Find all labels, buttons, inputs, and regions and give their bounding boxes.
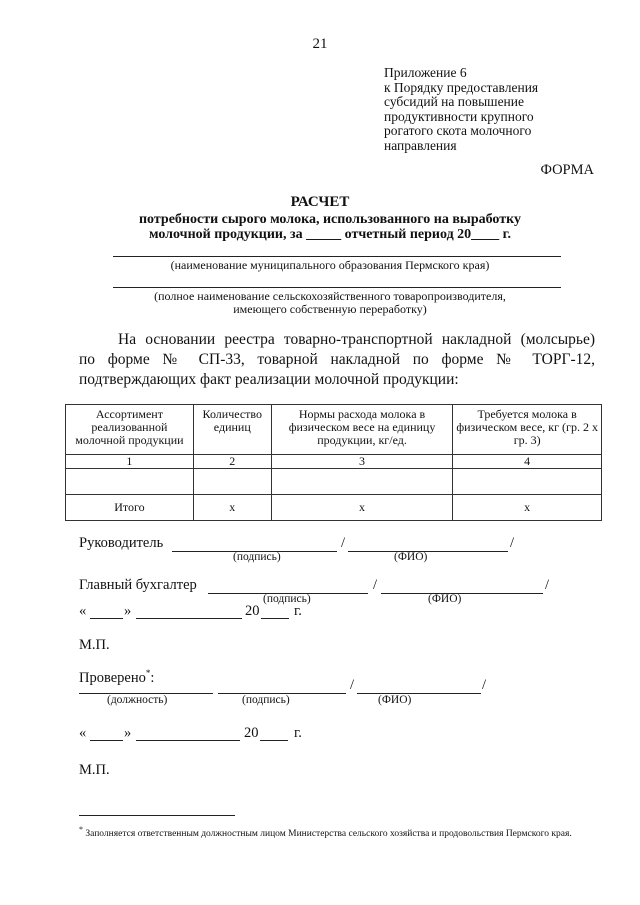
footnote-mark: * xyxy=(145,668,151,678)
chief-accountant-label: Главный бухгалтер xyxy=(79,577,197,593)
total-cell: х xyxy=(193,495,271,521)
date-year-prefix: 20 xyxy=(245,603,260,619)
form-label: ФОРМА xyxy=(540,162,594,178)
column-number: 1 xyxy=(66,455,194,469)
date-year-field[interactable] xyxy=(261,618,289,619)
accountant-name-caption: (ФИО) xyxy=(428,593,462,605)
table-cell[interactable] xyxy=(66,469,194,495)
page-number: 21 xyxy=(312,36,328,52)
footnote-separator xyxy=(79,815,235,816)
caption-line: (полное наименование сельскохозяйственного товаропроизводителя, xyxy=(154,289,506,303)
stamp-placeholder: М.П. xyxy=(79,637,110,653)
date-close-quote: » xyxy=(124,603,132,619)
total-cell: х xyxy=(271,495,453,521)
total-label: Итого xyxy=(66,495,194,521)
paragraph-line: по форме № СП-33, товарной накладной по форме № ТОРГ-12, xyxy=(79,351,595,368)
date-month-field[interactable] xyxy=(136,618,242,619)
appendix-block xyxy=(384,66,614,153)
date2-year-suffix: г. xyxy=(294,725,302,741)
document-title: РАСЧЕТ xyxy=(290,194,350,210)
header-quantity: Количество единиц xyxy=(193,405,271,455)
subtitle-line: молочной продукции, за _____ отчетный период 20____ г. xyxy=(149,226,511,242)
footnote-text: Заполняется ответственным должностным лицом Министерства сельского хозяйства и продовольствия Пермского края. xyxy=(85,829,572,840)
footnote xyxy=(79,824,599,840)
date-open-quote: « xyxy=(79,725,87,741)
appendix-line: к Порядку предоставления xyxy=(384,79,539,95)
slash-separator: / xyxy=(350,677,355,693)
appendix-line: продуктивности крупного xyxy=(384,108,534,124)
producer-field-line[interactable] xyxy=(113,287,561,288)
table-header-row xyxy=(66,405,602,455)
slash-separator: / xyxy=(482,677,487,693)
director-name-caption: (ФИО) xyxy=(394,551,428,563)
paragraph-line: На основании реестра товарно-транспортной накладной (молсырье) xyxy=(118,331,595,348)
slash-separator: / xyxy=(373,577,378,593)
municipality-caption: (наименование муниципального образования Пермского края) xyxy=(170,258,490,272)
verified-text: Проверено xyxy=(79,669,146,686)
footnote-mark: * xyxy=(79,825,83,834)
appendix-line: субсидий на повышение xyxy=(384,94,525,109)
milk-calculation-table xyxy=(65,404,602,521)
column-number: 4 xyxy=(453,455,602,469)
table-row xyxy=(66,469,602,495)
column-number: 3 xyxy=(271,455,453,469)
date2-day-field[interactable] xyxy=(90,740,123,741)
column-number: 2 xyxy=(193,455,271,469)
verified-position-caption: (должность) xyxy=(107,694,168,706)
date2-year-field[interactable] xyxy=(260,740,288,741)
verified-label xyxy=(79,668,154,687)
director-signature-caption: (подпись) xyxy=(233,551,281,563)
accountant-signature-caption: (подпись) xyxy=(263,593,311,605)
table-cell[interactable] xyxy=(271,469,453,495)
municipality-field-line[interactable] xyxy=(113,256,561,257)
date-year-suffix: г. xyxy=(294,603,302,619)
table-total-row xyxy=(66,495,602,521)
document-subtitle xyxy=(60,213,600,242)
date2-year-prefix: 20 xyxy=(244,725,259,741)
slash-separator: / xyxy=(341,535,346,551)
date2-month-field[interactable] xyxy=(136,740,240,741)
appendix-line: направления xyxy=(384,137,457,153)
director-name-line[interactable] xyxy=(348,551,508,552)
slash-separator: / xyxy=(510,535,515,551)
table-cell[interactable] xyxy=(453,469,602,495)
verified-name-caption: (ФИО) xyxy=(378,694,412,706)
appendix-line: Приложение 6 xyxy=(384,65,467,80)
table-cell[interactable] xyxy=(193,469,271,495)
intro-paragraph xyxy=(79,330,595,390)
verified-name-line[interactable] xyxy=(357,693,481,694)
date-day-field[interactable] xyxy=(90,618,123,619)
paragraph-line: подтверждающих факт реализации молочной продукции: xyxy=(79,371,459,388)
table-column-numbers-row xyxy=(66,455,602,469)
caption-line: имеющего собственную переработку) xyxy=(233,302,427,316)
date-close-quote: » xyxy=(124,725,132,741)
total-cell: х xyxy=(453,495,602,521)
date-open-quote: « xyxy=(79,603,87,619)
header-norms: Нормы расхода молока в физическом весе на единицу продукции, кг/ед. xyxy=(271,405,453,455)
appendix-line: рогатого скота молочного xyxy=(384,123,532,138)
verified-colon: : xyxy=(150,669,155,686)
slash-separator: / xyxy=(545,577,550,593)
verified-signature-caption: (подпись) xyxy=(242,694,290,706)
stamp-placeholder: М.П. xyxy=(79,762,110,778)
accountant-name-line[interactable] xyxy=(381,593,543,594)
director-label: Руководитель xyxy=(79,535,164,551)
header-required: Требуется молока в физическом весе, кг (гр. 2 х гр. 3) xyxy=(453,405,602,455)
producer-caption xyxy=(80,290,580,316)
subtitle-line: потребности сырого молока, использованного на выработку xyxy=(138,212,521,227)
header-assortment: Ассортимент реализованной молочной продукции xyxy=(66,405,194,455)
